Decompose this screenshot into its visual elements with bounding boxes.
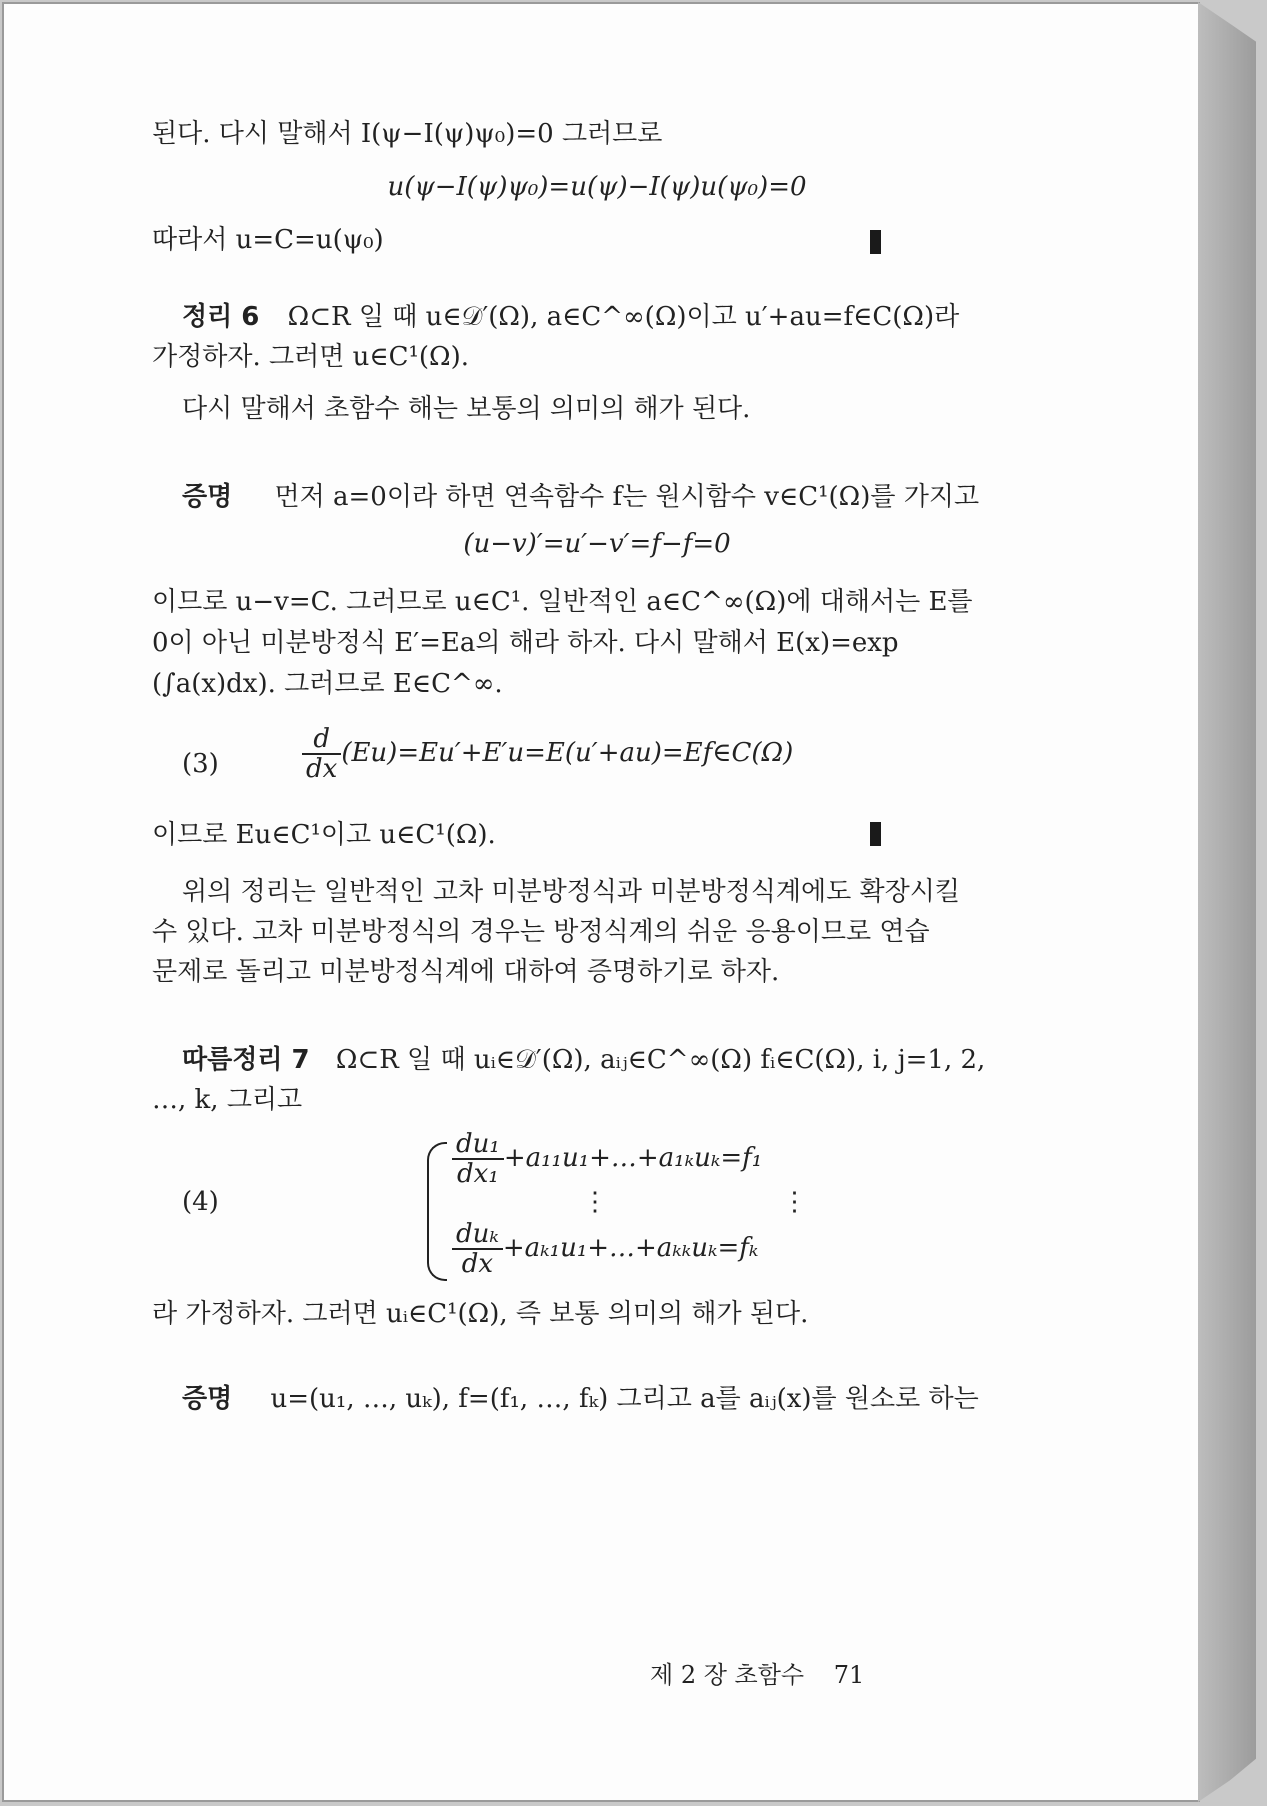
text-line-15: 수 있다. 고차 미분방정식의 경우는 방정식계의 쉬운 응용이므로 연습 bbox=[152, 917, 930, 947]
equation-3-fraction bbox=[302, 725, 341, 783]
page-edge-shadow bbox=[1198, 2, 1256, 1802]
proof-2-label: 증명 bbox=[182, 1384, 233, 1414]
system-row-k-fraction bbox=[452, 1220, 503, 1278]
proof-1 bbox=[182, 475, 979, 519]
equation-line: u(ψ−I(ψ)ψ₀)=u(ψ)−I(ψ)u(ψ₀)=0 bbox=[387, 172, 807, 202]
proof-2-text: u=(u₁, …, uₖ), f=(f₁, …, fₖ) 그리고 a를 aᵢⱼ(x)를 원소로 하는 bbox=[270, 1384, 979, 1414]
page-number: 71 bbox=[833, 1661, 865, 1689]
proof-2 bbox=[182, 1377, 979, 1421]
corollary-7 bbox=[182, 1038, 985, 1082]
system-row-1-numerator: du₁ bbox=[452, 1130, 504, 1160]
equation-3-body: (Eu)=Eu′+E′u=E(u′+au)=Ef∈C(Ω) bbox=[341, 738, 794, 768]
text-line-6: 다시 말해서 초함수 해는 보통의 의미의 해가 된다. bbox=[182, 394, 751, 424]
theorem-6 bbox=[182, 295, 959, 339]
equation-uv: (u−v)′=u′−v′=f−f=0 bbox=[463, 529, 731, 559]
theorem-6-text: Ω⊂R 일 때 u∈𝒟′(Ω), a∈C^∞(Ω)이고 u′+au=f∈C(Ω)라 bbox=[287, 302, 960, 332]
system-row-1-denominator: dx₁ bbox=[457, 1159, 499, 1189]
corollary-7-text: Ω⊂R 일 때 uᵢ∈𝒟′(Ω), aᵢⱼ∈C^∞(Ω) fᵢ∈C(Ω), i, j=1, 2, bbox=[335, 1045, 986, 1075]
equation-4-number: (4) bbox=[182, 1187, 219, 1217]
system-row-k bbox=[452, 1220, 758, 1278]
equation-3-numerator: d bbox=[302, 725, 341, 755]
equation-3 bbox=[302, 725, 793, 783]
system-row-1-body: +a₁₁u₁+…+a₁ₖuₖ=f₁ bbox=[503, 1143, 763, 1173]
text-line-1: 된다. 다시 말해서 I(ψ−I(ψ)ψ₀)=0 그러므로 bbox=[152, 119, 663, 149]
equation-3-number: (3) bbox=[182, 749, 219, 779]
text-line-16: 문제로 돌리고 미분방정식계에 대하여 증명하기로 하자. bbox=[152, 957, 780, 987]
text-line-13: 이므로 Eu∈C¹이고 u∈C¹(Ω). bbox=[152, 820, 496, 850]
proof-1-label: 증명 bbox=[182, 482, 233, 512]
text-line-20: 라 가정하자. 그러면 uᵢ∈C¹(Ω), 즉 보통 의미의 해가 된다. bbox=[152, 1299, 809, 1329]
text-line-9: 이므로 u−v=C. 그러므로 u∈C¹. 일반적인 a∈C^∞(Ω)에 대해서는 E를 bbox=[152, 587, 973, 617]
qed-mark bbox=[870, 230, 881, 254]
system-row-k-body: +aₖ₁u₁+…+aₖₖuₖ=fₖ bbox=[502, 1233, 759, 1263]
corollary-7-cont: …, k, 그리고 bbox=[152, 1085, 303, 1115]
system-row-k-numerator: duₖ bbox=[452, 1220, 503, 1250]
theorem-6-label: 정리 6 bbox=[182, 302, 260, 332]
system-dots: ⋮ ⋮ bbox=[582, 1187, 808, 1217]
chapter-title: 제 2 장 초함수 bbox=[650, 1661, 805, 1689]
equation-3-denominator: dx bbox=[306, 754, 338, 784]
system-row-1-fraction bbox=[452, 1130, 504, 1188]
corollary-7-label: 따름정리 7 bbox=[182, 1045, 310, 1075]
theorem-6-cont: 가정하자. 그러면 u∈C¹(Ω). bbox=[152, 342, 470, 372]
page-footer bbox=[650, 1655, 864, 1690]
qed-mark-2 bbox=[870, 822, 881, 846]
text-line-10: 0이 아닌 미분방정식 E′=Ea의 해라 하자. 다시 말해서 E(x)=exp bbox=[152, 628, 899, 658]
text-line-14: 위의 정리는 일반적인 고차 미분방정식과 미분방정식계에도 확장시킬 bbox=[182, 877, 960, 907]
text-line-11: (∫a(x)dx). 그러므로 E∈C^∞. bbox=[152, 669, 503, 699]
system-brace bbox=[427, 1142, 447, 1281]
system-row-k-denominator: dx bbox=[461, 1249, 494, 1279]
proof-1-text: 먼저 a=0이라 하면 연속함수 f는 원시함수 v∈C¹(Ω)를 가지고 bbox=[274, 482, 980, 512]
text-line-3: 따라서 u=C=u(ψ₀) bbox=[152, 225, 384, 255]
